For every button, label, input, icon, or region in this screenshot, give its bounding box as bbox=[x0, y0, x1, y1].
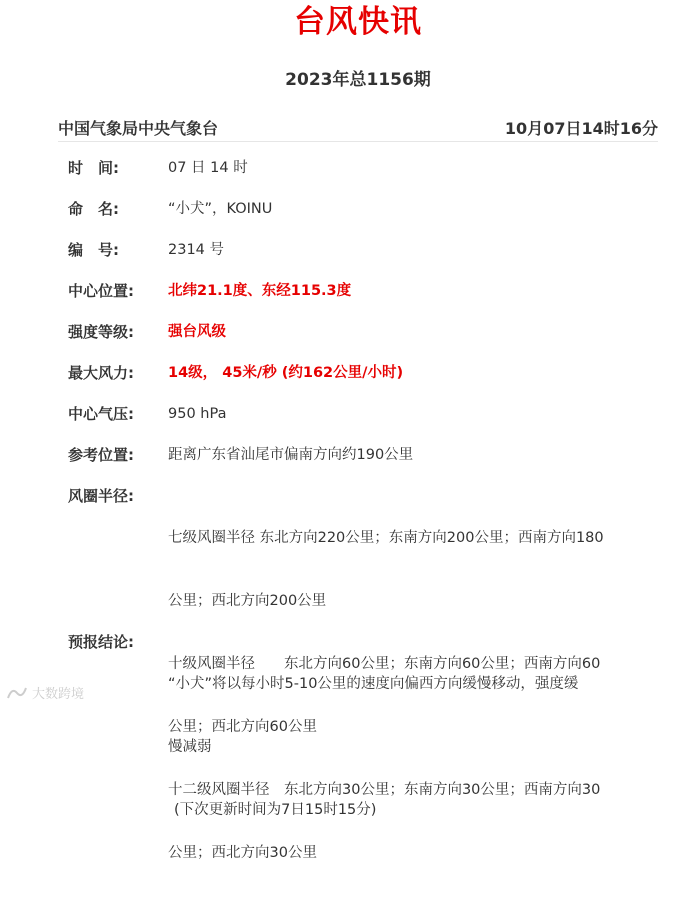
agency-name: 中国气象局中央气象台 bbox=[58, 118, 219, 138]
radius-line: 公里；西北方向200公里 bbox=[168, 593, 327, 609]
header-divider bbox=[58, 141, 658, 142]
watermark-text: 大数跨境 bbox=[32, 687, 85, 702]
field-value: 14级， 45米/秒 (约162公里/小时) bbox=[168, 365, 404, 381]
field-label: 强度等级: bbox=[68, 323, 134, 341]
field-value: “小犬”，KOINU bbox=[168, 201, 273, 217]
field-label: 中心位置: bbox=[68, 282, 134, 300]
field-label: 参考位置: bbox=[68, 446, 134, 464]
forecast-line: “小犬”将以每小时5-10公里的速度向偏西方向缓慢移动，强度缓 bbox=[168, 676, 579, 692]
field-pressure bbox=[68, 404, 648, 425]
field-label: 最大风力: bbox=[68, 364, 134, 382]
radius-line: 公里；西北方向60公里 bbox=[168, 719, 317, 735]
field-intensity bbox=[68, 322, 648, 343]
field-number bbox=[68, 240, 648, 261]
field-time bbox=[68, 158, 648, 179]
bulletin-header bbox=[58, 114, 658, 140]
field-center-position bbox=[68, 281, 648, 302]
field-label: 风圈半径: bbox=[68, 487, 134, 505]
field-forecast bbox=[68, 632, 648, 863]
field-label: 时 间: bbox=[68, 159, 119, 177]
radius-line: 十级风圈半径 东北方向60公里；东南方向60公里；西南方向60 bbox=[168, 656, 601, 672]
field-value: 950 hPa bbox=[168, 406, 227, 422]
watermark bbox=[6, 683, 84, 702]
field-name bbox=[68, 199, 648, 220]
field-label: 编 号: bbox=[68, 241, 119, 259]
field-reference-position bbox=[68, 445, 648, 466]
field-value: 强台风级 bbox=[168, 324, 226, 340]
radius-line: 公里；西北方向30公里 bbox=[168, 845, 317, 861]
field-value: 北纬21.1度、东经115.3度 bbox=[168, 283, 352, 299]
field-label: 预报结论: bbox=[68, 633, 134, 651]
forecast-line: 慢减弱 bbox=[168, 739, 212, 755]
forecast-line: (下次更新时间为7日15时15分) bbox=[174, 802, 377, 818]
radius-line: 十二级风圈半径 东北方向30公里；东南方向30公里；西南方向30 bbox=[168, 782, 601, 798]
field-value: 07 日 14 时 bbox=[168, 160, 248, 176]
field-label: 命 名: bbox=[68, 200, 119, 218]
page-title: 台风快讯 bbox=[294, 4, 422, 40]
field-max-wind bbox=[68, 363, 648, 384]
radius-line: 七级风圈半径 东北方向220公里；东南方向200公里；西南方向180 bbox=[168, 530, 604, 546]
issue-number: 2023年总1156期 bbox=[285, 70, 431, 90]
field-value: 距离广东省汕尾市偏南方向约190公里 bbox=[168, 447, 414, 463]
field-label: 中心气压: bbox=[68, 405, 134, 423]
field-value: 2314 号 bbox=[168, 242, 225, 258]
brand-logo-icon bbox=[6, 685, 28, 701]
field-value bbox=[168, 632, 648, 863]
issue-datetime: 10月07日14时16分 bbox=[504, 118, 658, 138]
